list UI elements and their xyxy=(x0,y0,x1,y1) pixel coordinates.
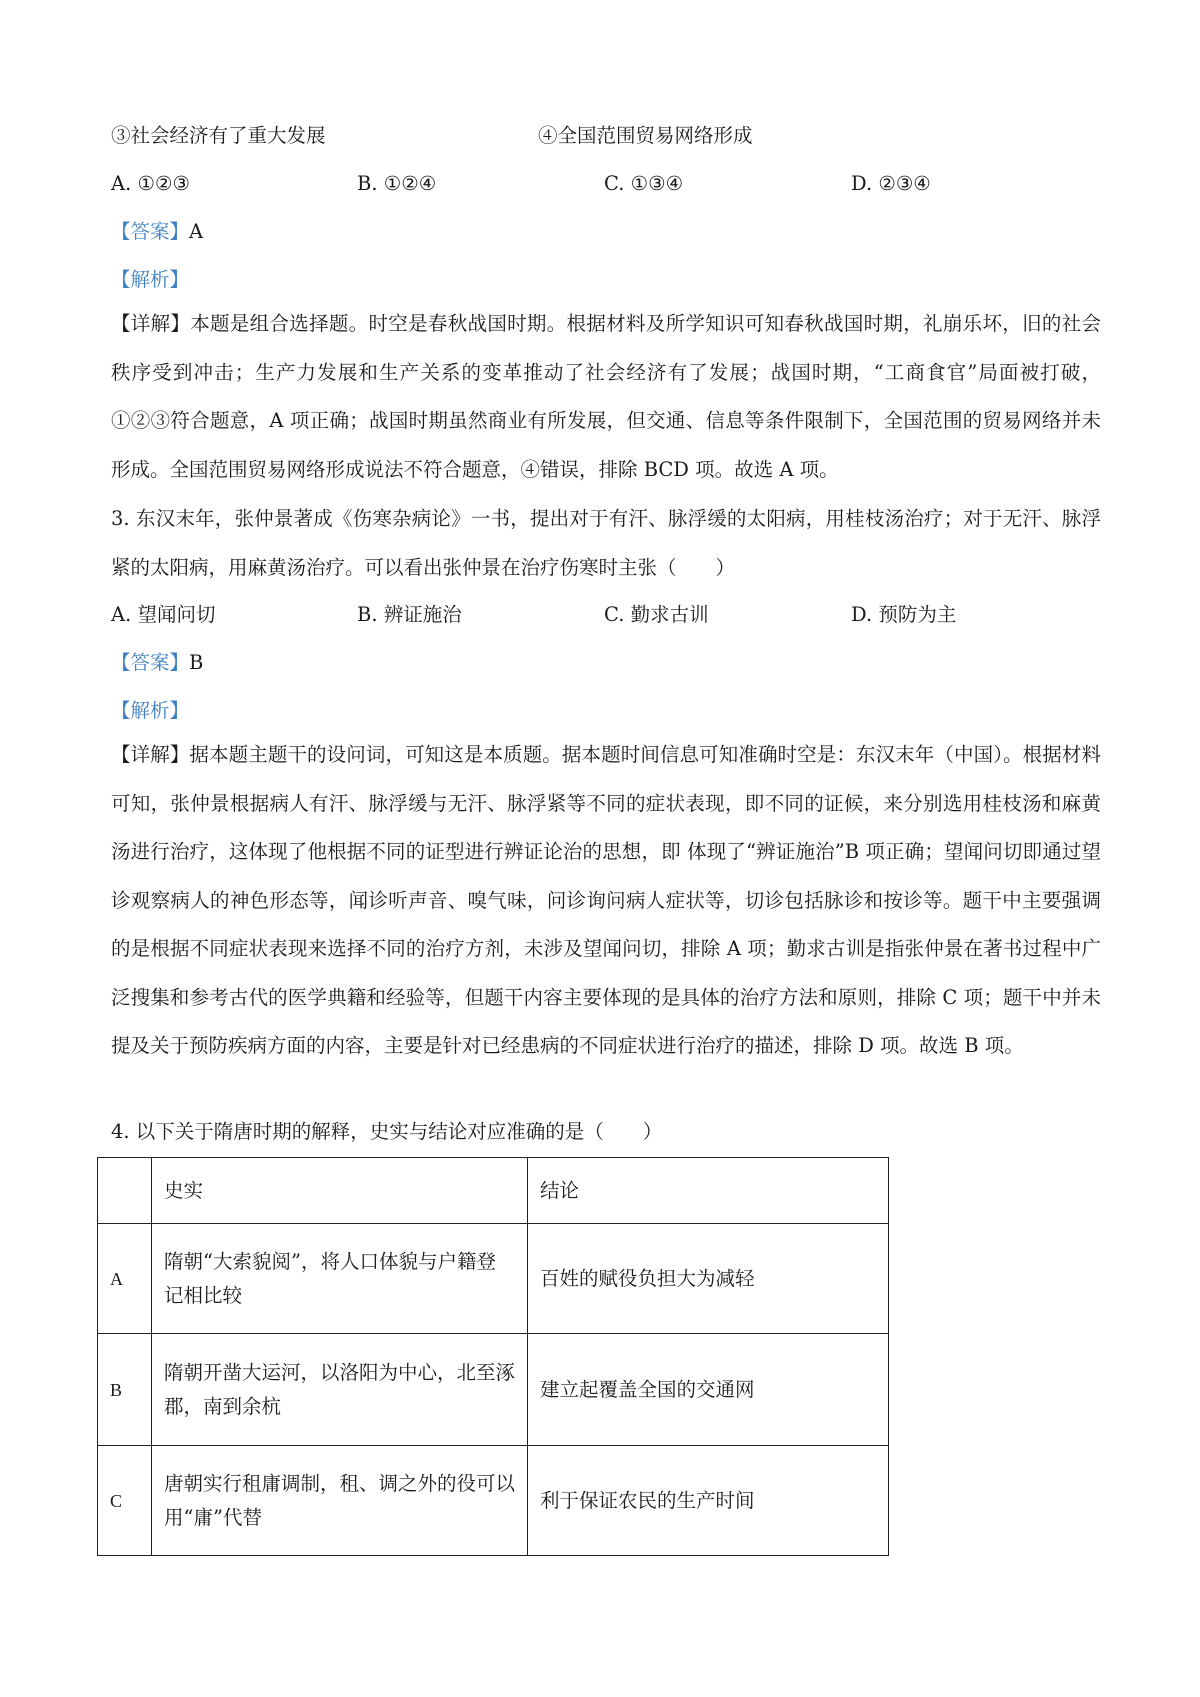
q2-choice-c: C. ①③④ xyxy=(604,172,684,195)
header-cell-conclusion: 结论 xyxy=(528,1158,889,1224)
table-row xyxy=(98,1334,889,1446)
q4-stem: 4. 以下关于隋唐时期的解释，史实与结论对应准确的是（ ） xyxy=(111,1120,663,1143)
row-conclusion: 建立起覆盖全国的交通网 xyxy=(528,1334,889,1446)
analysis-tag: 【解析】 xyxy=(111,268,190,291)
q3-choice-b: B. 辨证施治 xyxy=(357,603,462,626)
detail-tag: 【详解】 xyxy=(111,312,191,335)
q2-option-4: ④全国范围贸易网络形成 xyxy=(538,124,753,147)
q2-detail xyxy=(111,300,1101,495)
row-conclusion: 百姓的赋役负担大为减轻 xyxy=(528,1224,889,1334)
row-conclusion: 利于保证农民的生产时间 xyxy=(528,1446,889,1556)
q3-answer xyxy=(111,649,203,677)
row-letter: B xyxy=(98,1334,152,1446)
analysis-tag: 【解析】 xyxy=(111,699,190,722)
row-fact: 隋朝开凿大运河，以洛阳为中心，北至涿郡，南到余杭 xyxy=(152,1334,528,1446)
answer-value: A xyxy=(189,220,204,243)
answer-tag: 【答案】 xyxy=(111,651,190,674)
q2-answer xyxy=(111,218,203,246)
q2-choice-b: B. ①②④ xyxy=(357,172,437,195)
q4-table xyxy=(97,1157,889,1556)
row-letter: A xyxy=(98,1224,152,1334)
header-cell-fact: 史实 xyxy=(152,1158,528,1224)
row-fact: 唐朝实行租庸调制，租、调之外的役可以用“庸”代替 xyxy=(152,1446,528,1556)
q3-analysis-tag xyxy=(111,697,189,725)
row-fact: 隋朝“大索貌阅”，将人口体貌与户籍登记相比较 xyxy=(152,1224,528,1334)
q2-option-3: ③社会经济有了重大发展 xyxy=(111,124,326,147)
q2-choice-a: A. ①②③ xyxy=(111,172,190,195)
q2-analysis-tag xyxy=(111,266,189,294)
q3-stem: 3. 东汉末年，张仲景著成《伤寒杂病论》一书，提出对于有汗、脉浮缓的太阳病，用桂枝汤治疗；对于无汗、脉浮紧的太阳病，用麻黄汤治疗。可以看出张仲景在治疗伤寒时主张（ ） xyxy=(111,507,1101,579)
table-row xyxy=(98,1224,889,1334)
row-letter: C xyxy=(98,1446,152,1556)
q3-choice-d: D. 预防为主 xyxy=(851,603,957,626)
detail-text: 据本题主题干的设问词，可知这是本质题。据本题时间信息可知准确时空是：东汉末年（中国）。根据材料可知，张仲景根据病人有汗、脉浮缓与无汗、脉浮紧等不同的症状表现，即不同的证候，来分别选用桂枝汤和麻黄汤进行治疗，这体现了他根据不同的证型进行辨证论治的思想，即 体现了“辨证施治”B 项正确；望闻问切即通过望诊观察病人的神色形态等，闻诊听声音、嗅气味，问诊询问病人症状等，切诊包括脉诊和按诊等。题干中主要强调的是根据不同症状表现来选择不同的治疗方剂，未涉及望闻问切，排除 A 项；勤求古训是指张仲景在著书过程中广泛搜集和参考古代的医学典籍和经验等，但题干内容主要体现的是具体的治疗方法和原则，排除 C 项；题干中并未提及关于预防疾病方面的内容，主要是针对已经患病的不同症状进行治疗的描述，排除 D 项。故选 B 项。 xyxy=(111,743,1101,1057)
table-row xyxy=(98,1446,889,1556)
detail-text: 本题是组合选择题。时空是春秋战国时期。根据材料及所学知识可知春秋战国时期，礼崩乐坏，旧的社会秩序受到冲击；生产力发展和生产关系的变革推动了社会经济有了发展；战国时期，“工商食官”局面被打破，①②③符合题意，A 项正确；战国时期虽然商业有所发展，但交通、信息等条件限制下，全国范围的贸易网络并未形成。全国范围贸易网络形成说法不符合题意，④错误，排除 BCD 项。故选 A 项。 xyxy=(111,312,1101,481)
q3-detail xyxy=(111,731,1101,1119)
q2-choice-d: D. ②③④ xyxy=(851,172,931,195)
table-header-row xyxy=(98,1158,889,1224)
q3-choice-c: C. 勤求古训 xyxy=(604,603,709,626)
detail-tag: 【详解】 xyxy=(111,743,190,766)
q3-choice-a: A. 望闻问切 xyxy=(111,603,216,626)
answer-value: B xyxy=(189,651,204,674)
header-cell-blank xyxy=(98,1158,152,1224)
answer-tag: 【答案】 xyxy=(111,220,190,243)
